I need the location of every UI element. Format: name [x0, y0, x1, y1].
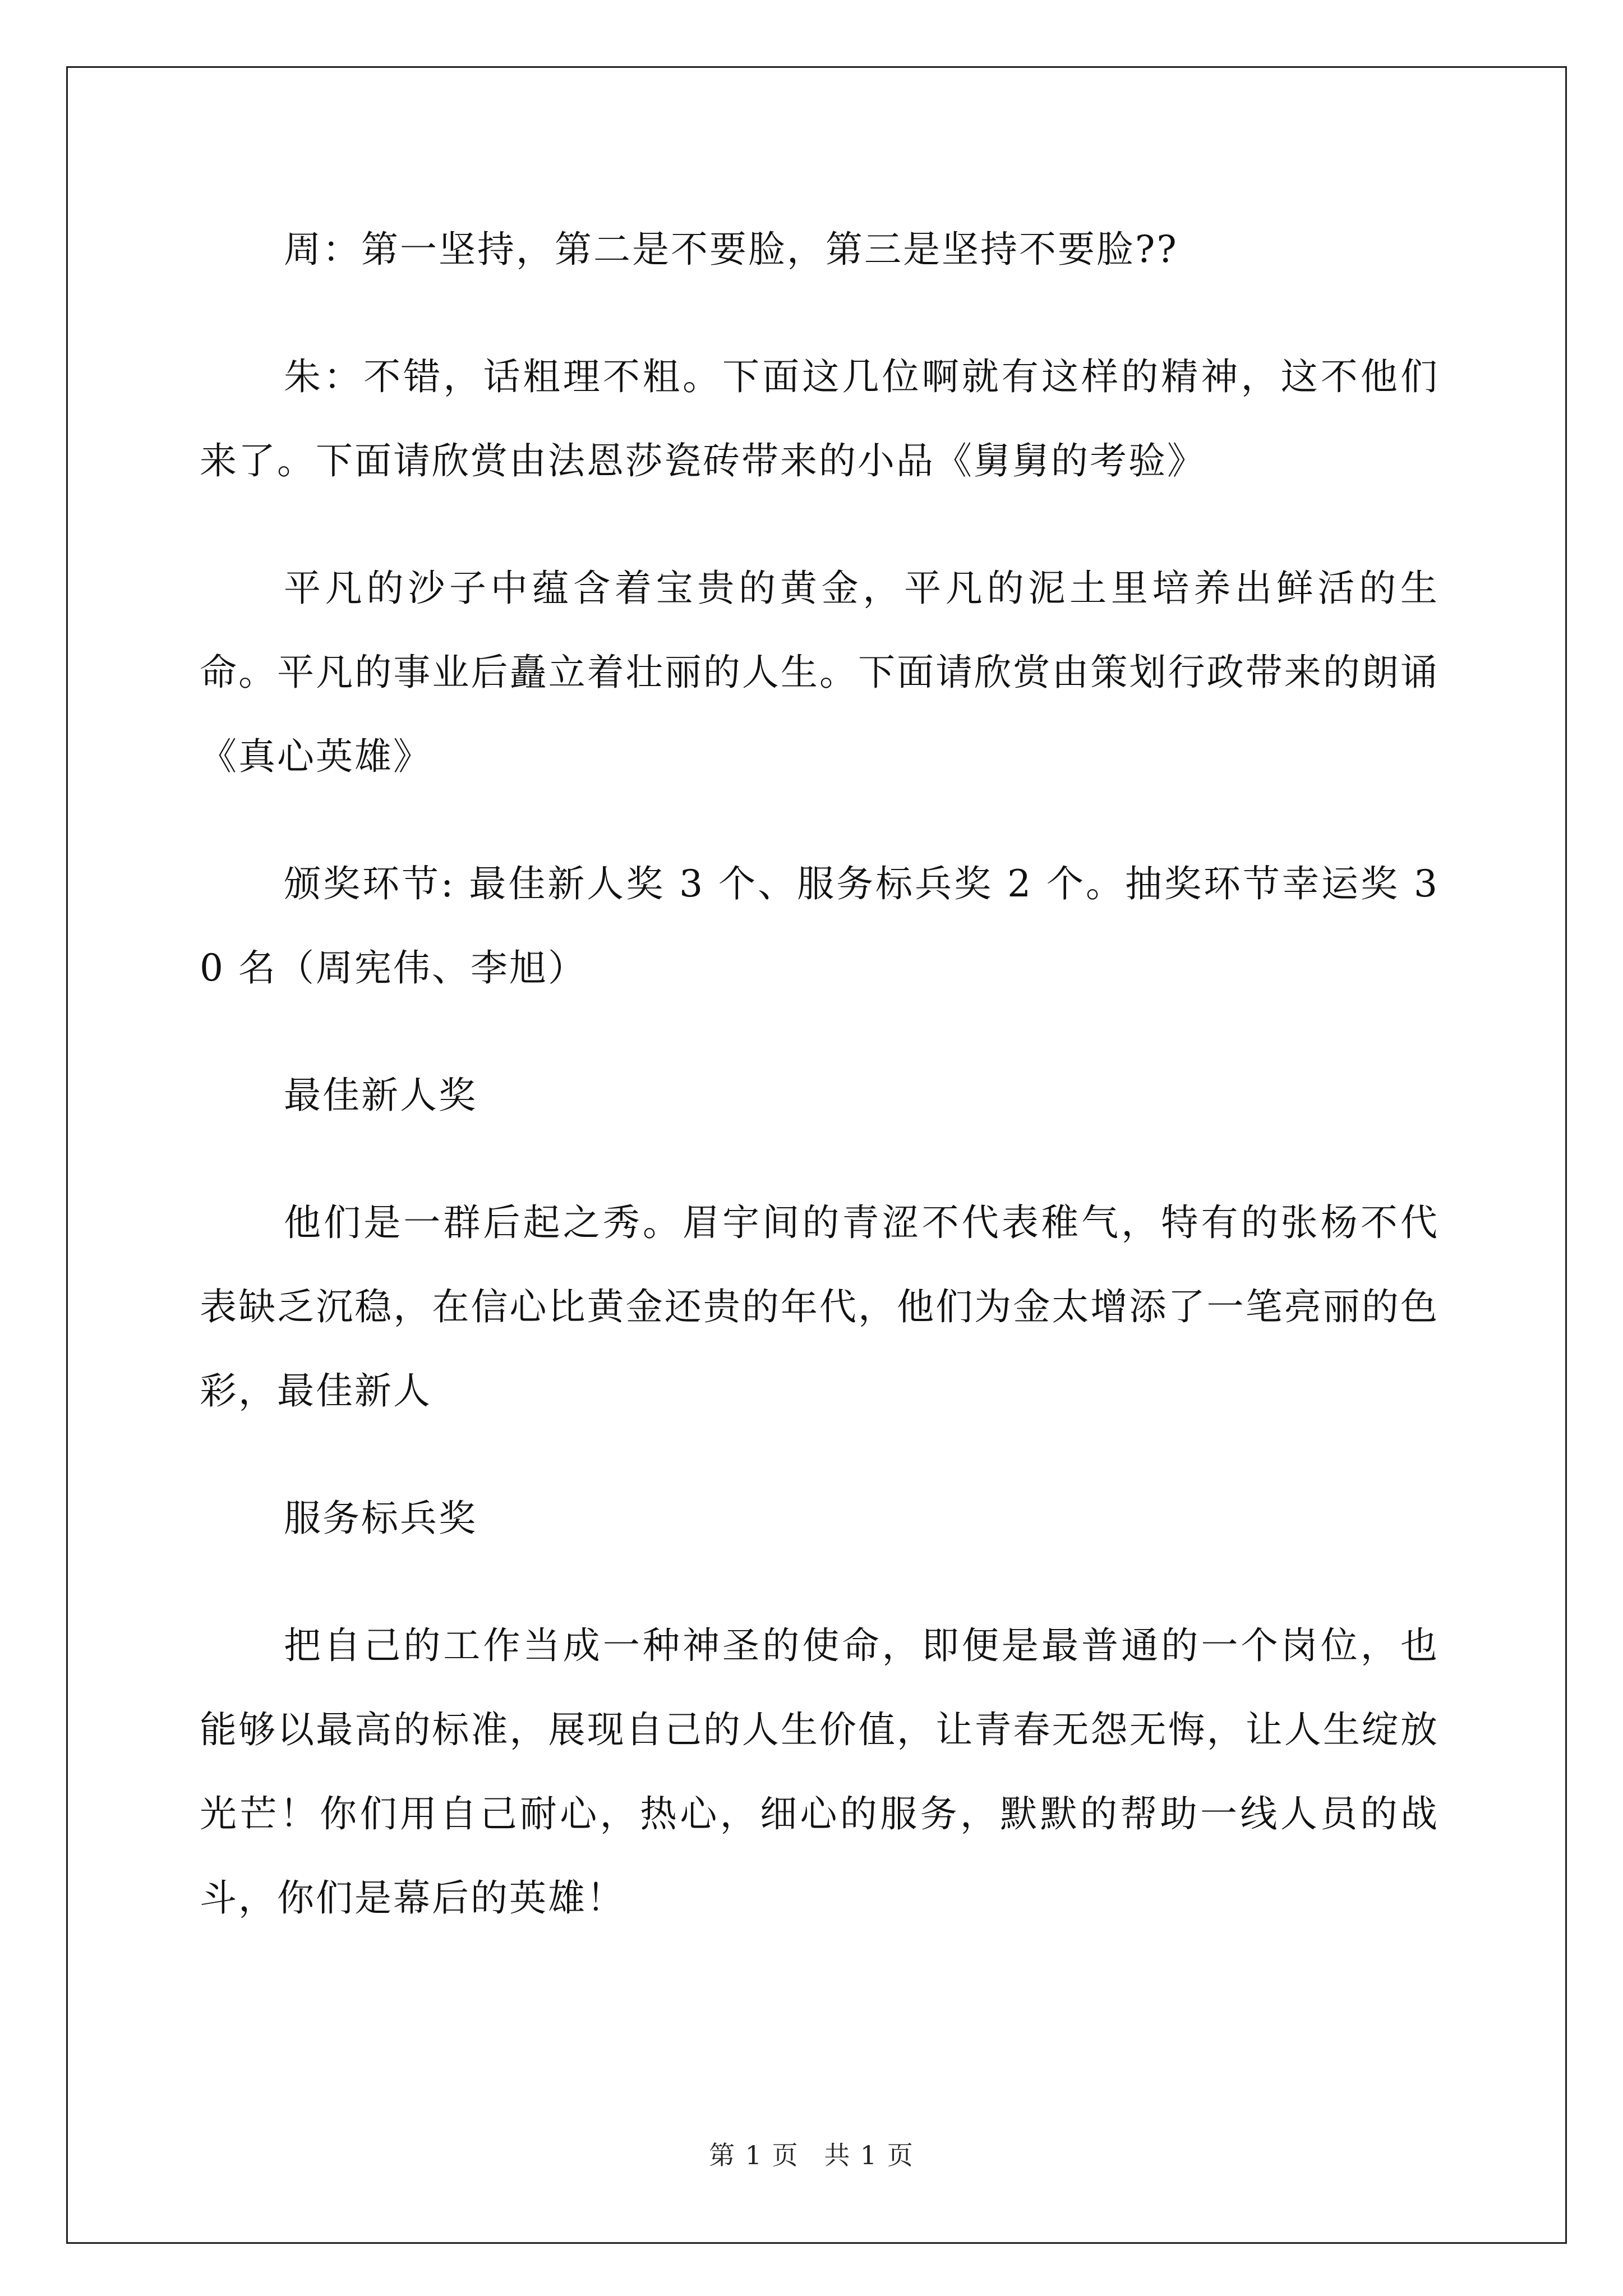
paragraph-recitation-intro: 平凡的沙子中蕴含着宝贵的黄金，平凡的泥土里培养出鲜活的生命。平凡的事业后矗立着壮丽的人生。下面请欣赏由策划行政带来的朗诵《真心英雄》: [200, 567, 1439, 778]
section-heading-service-model: 服务标兵奖: [284, 1497, 477, 1540]
document-body: [200, 208, 1439, 1984]
paragraph-best-newcomer: 他们是一群后起之秀。眉宇间的青涩不代表稚气，特有的张杨不代表缺乏沉稳，在信心比黄金还贵的年代，他们为金太增添了一笔亮丽的色彩，最佳新人: [200, 1201, 1439, 1412]
paragraph-dialogue-zhu: 朱：不错，话粗理不粗。下面这几位啊就有这样的精神，这不他们来了。下面请欣赏由法恩莎瓷砖带来的小品《舅舅的考验》: [200, 355, 1439, 482]
page-number-current: 第 1 页: [709, 2140, 799, 2170]
paragraph-dialogue-zhou: 周：第一坚持，第二是不要脸，第三是坚持不要脸??: [284, 228, 1178, 271]
page-number-total: 共 1 页: [824, 2140, 914, 2170]
section-heading-best-newcomer: 最佳新人奖: [284, 1074, 477, 1117]
paragraph-service-model: 把自己的工作当成一种神圣的使命，即便是最普通的一个岗位，也能够以最高的标准，展现自己的人生价值，让青春无怨无悔，让人生绽放光芒！你们用自己耐心，热心，细心的服务，默默的帮助一线人员的战斗，你们是幕后的英雄！: [200, 1624, 1439, 1920]
paragraph-award-session: 颁奖环节: 最佳新人奖 3 个、服务标兵奖 2 个。抽奖环节幸运奖 30 名（周宪伟、李旭）: [200, 862, 1439, 990]
page-footer: [0, 2138, 1623, 2172]
